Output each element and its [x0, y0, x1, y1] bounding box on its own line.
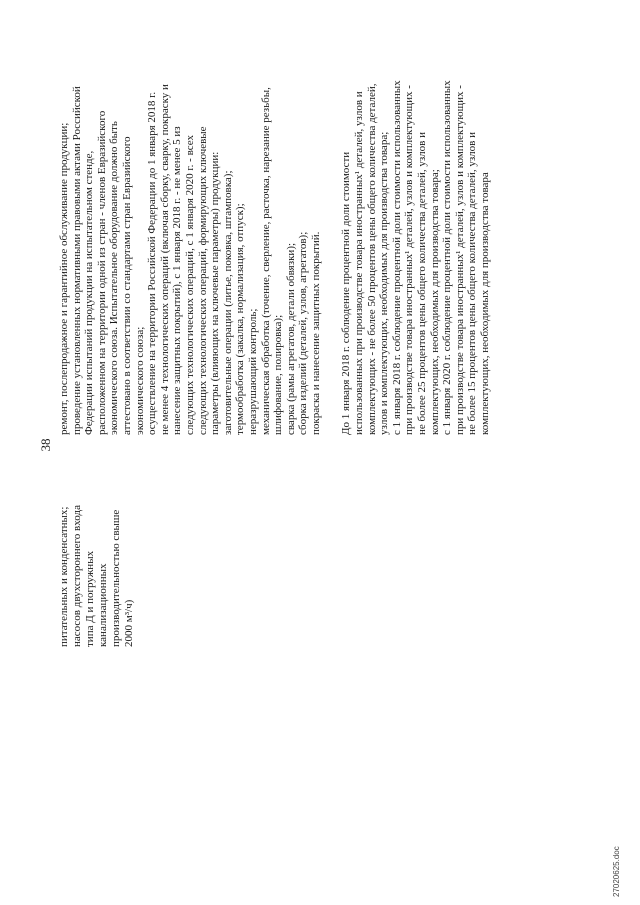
text-line: с 1 января 2018 г. соблюдение процентной доли стоимости использованных: [390, 80, 403, 435]
page-number: 38: [38, 438, 53, 452]
text-line: узлов и комплектующих, необходимых для производства товара;: [378, 131, 391, 435]
text-line: осуществление на территории Российской Федерации до 1 января 2018 г.: [146, 91, 159, 435]
text-line: с 1 января 2020 г. соблюдение процентной доли стоимости использованных: [441, 80, 454, 435]
text-line: ремонт, послепродажное и гарантийное обслуживание продукции;: [58, 122, 70, 435]
left-column-text: [58, 447, 136, 647]
left-line: типа Д и погружных: [84, 550, 96, 647]
text-line: не более 25 процентов цены общего количества деталей, узлов и: [416, 131, 429, 435]
text-line: при производстве товара иностранных¹ деталей, узлов и комплектующих -: [453, 85, 466, 435]
text-line: следующих технологических операций, формирующих ключевые: [196, 126, 209, 435]
right-column-text: [58, 57, 492, 435]
left-line: насосов двухстороннего входа: [71, 505, 83, 647]
text-line: не более 15 процентов цены общего количества деталей, узлов и: [466, 131, 479, 435]
text-line: не менее 4 технологических операций (включая сборку, сварку, покраску и: [158, 84, 171, 435]
paragraph-gap: [322, 57, 340, 435]
localization-block: [340, 57, 491, 435]
text-line: комплектующих, необходимых для производства товара: [479, 172, 491, 435]
text-line: покраска и нанесение защитных покрытий.: [309, 231, 322, 435]
left-line: питательных и конденсатных;: [58, 506, 70, 647]
text-line: комплектующих, необходимых для производства товара;: [428, 169, 441, 435]
text-line: экономического союза. Испытательное оборудование должно быть: [108, 121, 121, 435]
left-line: 2000 м³/ч): [123, 599, 135, 647]
document-code: 27020625.doc: [612, 846, 621, 897]
text-line: аттестовано в соответствии со стандартами стран Евразийского: [120, 136, 133, 435]
text-line: нанесение защитных покрытий), с 1 января 2018 г. - не менее 5 из: [171, 126, 184, 435]
text-line: механическая обработка (точение, сверление, расточка, нарезание резьбы,: [259, 87, 272, 435]
text-line: расположенном на территории одной из стран - членов Евразийского: [95, 110, 108, 435]
left-line: производительностью свыше: [110, 509, 122, 647]
text-line: проведение установленных нормативными правовыми актами Российской: [70, 86, 83, 435]
text-line: Федерации испытаний продукции на испытательном стенде,: [83, 150, 96, 435]
text-line: комплектующих - не более 50 процентов цены общего количества деталей,: [365, 83, 378, 435]
text-line: экономического союза;: [133, 326, 146, 435]
text-line: неразрушающий контроль;: [246, 308, 259, 435]
text-line: До 1 января 2018 г. соблюдение процентной доли стоимости: [340, 151, 353, 435]
requirements-block: [58, 57, 322, 435]
left-line: канализационных: [97, 563, 109, 647]
text-line: термообработка (закалка, нормализация, отпуск);: [234, 203, 247, 435]
text-line: сварка (рамы агрегатов, детали обвязки);: [284, 242, 297, 435]
text-line: параметры (влияющих на ключевые параметры) продукции:: [209, 151, 222, 435]
text-line: сборка изделий (деталей, узлов, агрегатов);: [297, 231, 310, 435]
text-line: следующих технологических операций, с 1 января 2020 г. - всех: [183, 135, 196, 435]
text-line: использованных при производстве товара иностранных¹ деталей, узлов и: [353, 91, 366, 435]
text-line: при производстве товара иностранных¹ деталей, узлов и комплектующих -: [403, 85, 416, 435]
text-line: шлифование, полировка);: [272, 314, 285, 435]
text-line: заготовительные операции (литье, поковка, штамповка);: [221, 170, 234, 435]
